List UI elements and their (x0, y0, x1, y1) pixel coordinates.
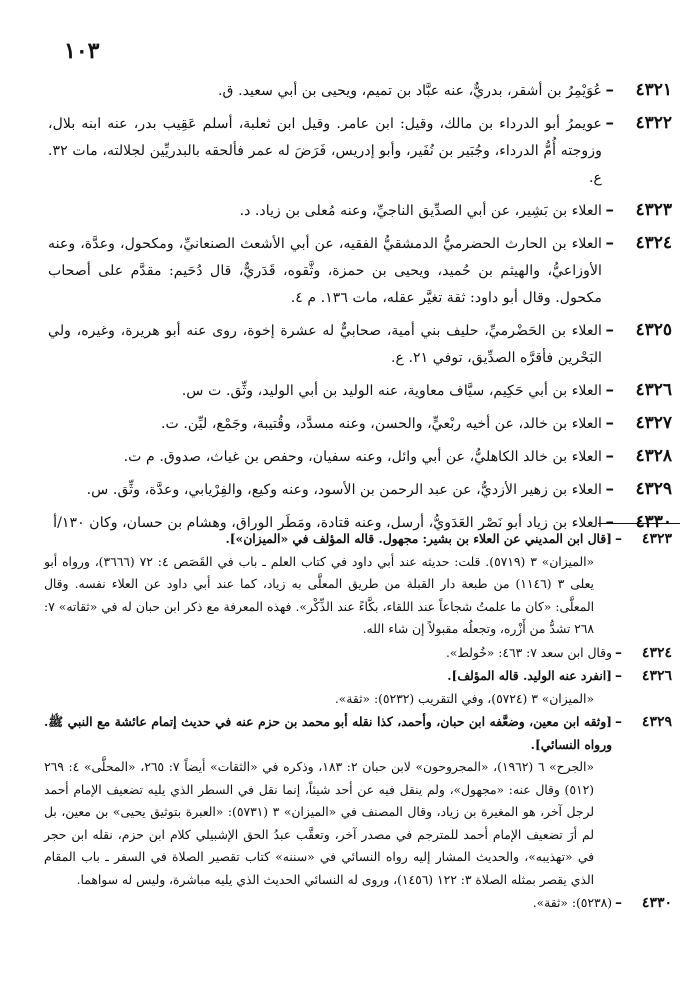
footnote-number: ٤٣٣٠ (641, 895, 672, 911)
entry-number: ٤٣٢٧ (635, 413, 672, 433)
footnote-dash: – (615, 668, 622, 684)
footnote-text (44, 528, 612, 641)
footnotes (44, 528, 672, 916)
footnote-text (44, 642, 612, 665)
entry-text (48, 477, 602, 504)
entry-dash: – (605, 113, 614, 133)
footnote-paragraph: (٥٢٣٨): «ثقة». (532, 896, 612, 910)
entry (48, 477, 672, 504)
footnote-text (44, 665, 612, 710)
entry-text (48, 111, 602, 192)
footnote-quote: [قال ابن المديني عن العلاء بن بشير: مجهول. قاله المؤلف في «الميزان»]. (225, 531, 612, 546)
entry (48, 78, 672, 105)
entry (48, 198, 672, 225)
entry-line: العلاء بن خالد الكاهليُّ، عن أبي وائل، وعنه سفيان، وحفص بن غياث، صدوق. م ت. (123, 449, 602, 465)
footnote (44, 528, 672, 641)
entry-line: عويمرُ أبو الدرداء بن مالك، وقيل: ابن عامر. وقيل ابن ثعلبة، أسلم عَقِيب بدر، عنه ابنه بلال، وزوجته أُمُّ الدرداء، وجُبَير بن نُفَير، وأبو إدريس، فَرَضَ له عمر فألحقه بالبدريِّين لجلالته، مات ٣٢. ع. (48, 116, 602, 186)
footnote-number: ٤٣٢٦ (641, 668, 672, 684)
entry-number: ٤٣٢٥ (635, 320, 672, 340)
entry (48, 231, 672, 312)
footnote (44, 665, 672, 710)
footnote-quote: [وثقه ابن معين، وضعَّفه ابن حبان، وأحمد، كذا نقله أبو محمد بن حزم عنه في حديث إتمام عائشة مع النبي ﷺ. ورواه النسائي]. (44, 714, 612, 752)
entry-number: ٤٣٣٠ (635, 512, 672, 532)
entry-line: العلاء بن زياد أبو نَصْر العَدَويُّ، أرسل، وعنه قتادة، ومَطَر الوراق، وهشام بن حسان، وكان ١٣٠/أ (53, 515, 602, 531)
entry-number: ٤٣٢١ (635, 80, 672, 100)
footnote-text (44, 711, 612, 891)
entry-line: العلاء بن بَشِير، عن أبي الصدِّيق الناجيِّ، وعنه مُعلى بن زياد. د. (239, 203, 602, 219)
entry-dash: – (605, 512, 614, 532)
entry (48, 378, 672, 405)
entry-line: عُوَيْمِرُ بن أشقر، بدريٌّ، عنه عبَّاد بن تميم، ويحيى بن أبي سعيد. ق. (218, 83, 602, 99)
entry-line: العلاء بن خالد، عن أخيه ربْعيٍّ، والحسن، وعنه مسدَّد، وقُتيبة، وجَمْع، ليِّن. ت. (161, 416, 602, 432)
entry-text (48, 78, 602, 105)
footnote-paragraph: وقال ابن سعد ٧: ٤٦٣: «خُولط». (445, 645, 612, 660)
entry-text (48, 411, 602, 438)
footnote-number: ٤٣٢٩ (641, 714, 672, 730)
footnote-dash: – (615, 714, 622, 730)
entry-text (48, 378, 602, 405)
footnote (44, 892, 672, 915)
entry (48, 318, 672, 372)
entry-number: ٤٣٢٤ (635, 233, 672, 253)
entry-dash: – (605, 413, 614, 433)
entry-dash: – (605, 200, 614, 220)
footnote (44, 711, 672, 891)
entry-text (48, 231, 602, 312)
main-entries (48, 78, 672, 543)
footnote-text (44, 892, 612, 915)
entry-dash: – (605, 320, 614, 340)
entry-number: ٤٣٢٦ (635, 380, 672, 400)
entry-number: ٤٣٢٨ (635, 446, 672, 466)
entry-line: العلاء بن الحَضْرميِّ، حليف بني أمية، صحابيٌّ له عشرة إخوة، روى عنه أبو هريرة، وغيره، ولي البَحْرين فأقرَّه الصدِّيق، توفي ٢١. ع. (48, 323, 602, 366)
entry-text (48, 198, 602, 225)
entry-line: العلاء بن أبي حَكِيم، سيَّاف معاوية، عنه الوليد بن أبي الوليد، وثِّق. ت س. (181, 383, 602, 399)
footnote (44, 642, 672, 665)
page-number: ١٠٣ (64, 38, 100, 64)
footnote-paragraph: «الميزان» ٣ (٥٧١٩). قلت: حديثه عند أبي داود في كتاب العلم ـ باب في القَصَص ٤: ٧٢ (٣٦٦٦)، ورواه أبو يعلى ٣ (١١٤٦) من طبعة دار القبلة من طريق المعلَّى به زياد، كما عند أبي داود عن العلاء نفسه. وقال المعلَّى: «كان ما علمتُ شجاعاً عند اللقاء، بكَّاءً عند الذِّكْر». فهذه المعرفة مع ذكر ابن حبان له في «ثقاته» ٧: ٢٦٨ تشدُّ من أَزْره، وتجعلُه مقبولاً إن شاء الله. (44, 554, 595, 636)
entry-dash: – (605, 479, 614, 499)
footnote-dash: – (615, 531, 622, 547)
entry-number: ٤٣٢٩ (635, 479, 672, 499)
footnote-separator (598, 523, 680, 524)
entry-line: العلاء بن زهير الأزديُّ، عن عبد الرحمن بن الأسود، وعنه وكيع، والفِرْيابي، وعدَّة، وثِّق. س. (86, 482, 602, 498)
entry-text (48, 318, 602, 372)
footnote-paragraph: «الجرح» ٦ (١٩٦٢)، «المجروحون» لابن حبان ٢: ١٨٣، وذكره في «الثقات» أيضاً ٧: ٢٦٥، «المحلَّى» ٤: ٢٦٩ (٥١٢) وقال عنه: «مجهول»، ولم ينقل فيه عن أحد شيئاً، إنما نقل في السطر الذي يليه تضعيف الإمام أحمد لرجل آخر، هو المغيرة بن زياد، وقال المصنف في «الميزان» ٣ (٥٧٣١): «العبرة بتوثيق يحيى» بن معين، بل لم أرَ تضعيف الإمام أحمد للمترجم في مصدر آخر، وتعقَّب عبدُ الحق الإشبيلي كلام ابن حزم، نقله ابن حجر في «تهذيبه»، والحديث المشار إليه رواه النسائي في «سننه» كتاب تقصير الصلاة في السفر ـ باب المقام الذي يقصر بمثله الصلاة ٣: ١٢٢ (١٤٥٦)، وروى له النسائي الحديث الذي يليه مباشرة، وليس له سواهما. (44, 760, 594, 887)
entry-dash: – (605, 446, 614, 466)
entry-dash: – (605, 233, 614, 253)
entry (48, 411, 672, 438)
footnote-paragraph: «الميزان» ٣ (٥٧٢٤)، وفي التقريب (٥٢٣٢): «ثقة». (334, 691, 594, 706)
entry-dash: – (605, 380, 614, 400)
entry-number: ٤٣٢٢ (635, 113, 672, 133)
entry-number: ٤٣٢٣ (635, 200, 672, 220)
footnote-dash: – (615, 644, 622, 661)
entry-dash: – (605, 80, 614, 100)
footnote-quote: [انفرد عنه الوليد. قاله المؤلف]. (447, 668, 612, 683)
footnote-number: ٤٣٢٤ (641, 644, 672, 661)
footnote-dash: – (615, 895, 622, 911)
entry-line: العلاء بن الحارث الحضرميُّ الدمشقيُّ الفقيه، عن أبي الأشعث الصنعانيِّ، ومكحول، وعدَّة، وعنه الأوزاعيُّ، والهيثم بن حُميد، ويحيى بن حمزة، وثَّقوه، قَدَريٌّ، قال دُحَيم: مقدَّم على أصحاب مكحول. وقال أبو داود: ثقة تغيَّر عقله، مات ١٣٦. م ٤. (48, 236, 602, 306)
footnote-number: ٤٣٢٣ (641, 531, 672, 547)
entry (48, 444, 672, 471)
entry (48, 111, 672, 192)
entry-text (48, 444, 602, 471)
